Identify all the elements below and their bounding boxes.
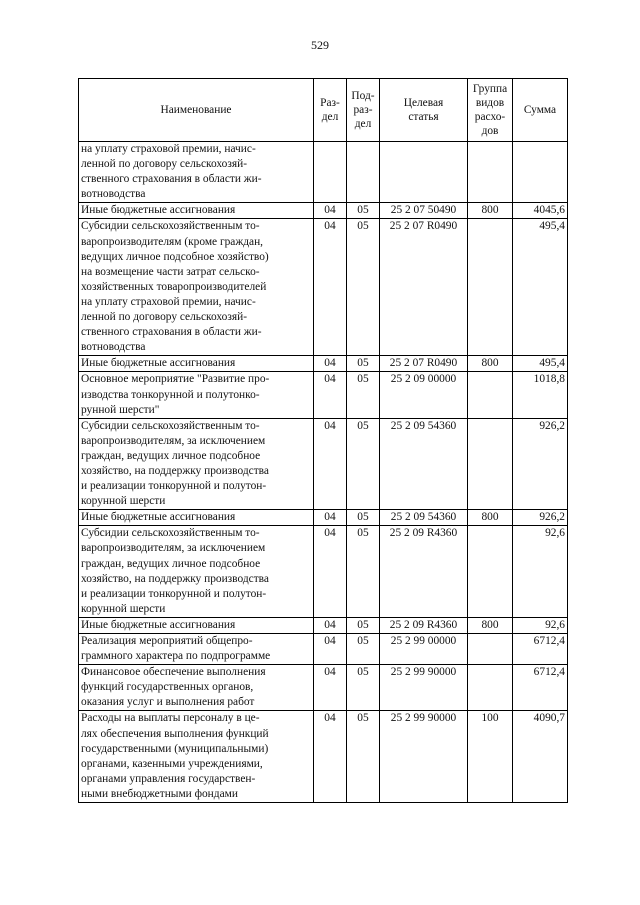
- cell-section: 04: [314, 665, 347, 711]
- cell-expense-group: 800: [468, 203, 513, 219]
- table-row: [79, 372, 568, 418]
- header-expense-group: Группа видов расхо- дов: [468, 79, 513, 142]
- cell-section: 04: [314, 711, 347, 803]
- table-row: [79, 526, 568, 618]
- cell-name: Иные бюджетные ассигнования: [79, 617, 314, 633]
- cell-section: 04: [314, 356, 347, 372]
- cell-name: Иные бюджетные ассигнования: [79, 510, 314, 526]
- cell-name: Субсидии сельскохозяйственным то- варопроизводителям, за исключением граждан, ведущих личное подсобное хозяйство, на поддержку производства и реализации тонкорунной и полутон- корунной шерсти: [79, 526, 314, 618]
- cell-amount: 495,4: [513, 356, 568, 372]
- table-row: [79, 418, 568, 510]
- cell-expense-group: 800: [468, 510, 513, 526]
- cell-expense-group: [468, 142, 513, 203]
- table-header-row: [79, 79, 568, 142]
- cell-target-article: 25 2 99 90000: [380, 711, 468, 803]
- cell-section: 04: [314, 634, 347, 665]
- cell-amount: 926,2: [513, 510, 568, 526]
- cell-amount: 92,6: [513, 526, 568, 618]
- table-row: [79, 634, 568, 665]
- cell-target-article: 25 2 07 R0490: [380, 219, 468, 356]
- cell-name: на уплату страховой премии, начис- ленной по договору сельскохозяй- ственного страхования в области жи- вотноводства: [79, 142, 314, 203]
- cell-expense-group: [468, 634, 513, 665]
- cell-target-article: 25 2 99 90000: [380, 665, 468, 711]
- header-amount: Сумма: [513, 79, 568, 142]
- cell-amount: 4045,6: [513, 203, 568, 219]
- cell-section: [314, 142, 347, 203]
- cell-amount: 6712,4: [513, 665, 568, 711]
- header-name: Наименование: [79, 79, 314, 142]
- cell-section: 04: [314, 418, 347, 510]
- cell-expense-group: 100: [468, 711, 513, 803]
- cell-expense-group: [468, 418, 513, 510]
- page-number: 529: [311, 38, 329, 52]
- cell-name: Субсидии сельскохозяйственным то- варопроизводителям (кроме граждан, ведущих личное подсобное хозяйство) на возмещение части затрат сельско- хозяйственных товаропроизводителей на уплату страховой премии, начис- ленной по договору сельскохозяй- ственного страхования в области жи- вотноводства: [79, 219, 314, 356]
- budget-table: [78, 78, 568, 803]
- cell-target-article: 25 2 09 54360: [380, 418, 468, 510]
- cell-section: 04: [314, 526, 347, 618]
- cell-subsection: 05: [347, 372, 380, 418]
- table-row: [79, 142, 568, 203]
- header-subsection: Под- раз- дел: [347, 79, 380, 142]
- cell-expense-group: [468, 372, 513, 418]
- header-section: Раз- дел: [314, 79, 347, 142]
- cell-target-article: 25 2 09 R4360: [380, 617, 468, 633]
- table-row: [79, 203, 568, 219]
- cell-target-article: [380, 142, 468, 203]
- cell-target-article: 25 2 07 50490: [380, 203, 468, 219]
- cell-subsection: 05: [347, 665, 380, 711]
- table-row: [79, 665, 568, 711]
- cell-subsection: 05: [347, 617, 380, 633]
- cell-section: 04: [314, 219, 347, 356]
- cell-target-article: 25 2 07 R0490: [380, 356, 468, 372]
- cell-subsection: 05: [347, 634, 380, 665]
- cell-expense-group: 800: [468, 356, 513, 372]
- cell-expense-group: [468, 526, 513, 618]
- cell-target-article: 25 2 09 54360: [380, 510, 468, 526]
- table-row: [79, 711, 568, 803]
- table-body: [79, 142, 568, 803]
- cell-name: Субсидии сельскохозяйственным то- варопроизводителям, за исключением граждан, ведущих личное подсобное хозяйство, на поддержку производства и реализации тонкорунной и полутон- корунной шерсти: [79, 418, 314, 510]
- cell-subsection: 05: [347, 356, 380, 372]
- cell-section: 04: [314, 203, 347, 219]
- table-row: [79, 510, 568, 526]
- cell-name: Основное мероприятие "Развитие про- изводства тонкорунной и полутонко- рунной шерсти": [79, 372, 314, 418]
- cell-target-article: 25 2 09 R4360: [380, 526, 468, 618]
- cell-amount: 495,4: [513, 219, 568, 356]
- table-row: [79, 219, 568, 356]
- cell-expense-group: [468, 219, 513, 356]
- cell-amount: 926,2: [513, 418, 568, 510]
- cell-section: 04: [314, 372, 347, 418]
- cell-name: Иные бюджетные ассигнования: [79, 356, 314, 372]
- header-target-article: Целевая статья: [380, 79, 468, 142]
- cell-section: 04: [314, 510, 347, 526]
- cell-amount: 92,6: [513, 617, 568, 633]
- cell-subsection: 05: [347, 711, 380, 803]
- cell-amount: 6712,4: [513, 634, 568, 665]
- cell-expense-group: 800: [468, 617, 513, 633]
- cell-subsection: 05: [347, 510, 380, 526]
- cell-subsection: 05: [347, 418, 380, 510]
- cell-expense-group: [468, 665, 513, 711]
- cell-subsection: [347, 142, 380, 203]
- cell-name: Иные бюджетные ассигнования: [79, 203, 314, 219]
- cell-name: Расходы на выплаты персоналу в це- лях обеспечения выполнения функций государственными (муниципальными) органами, казенными учреждениями, органами управления государствен- ными внебюджетными фондами: [79, 711, 314, 803]
- cell-subsection: 05: [347, 526, 380, 618]
- cell-name: Реализация мероприятий общепро- граммного характера по подпрограмме: [79, 634, 314, 665]
- cell-target-article: 25 2 09 00000: [380, 372, 468, 418]
- cell-name: Финансовое обеспечение выполнения функций государственных органов, оказания услуг и выполнения работ: [79, 665, 314, 711]
- cell-amount: 1018,8: [513, 372, 568, 418]
- cell-amount: 4090,7: [513, 711, 568, 803]
- table-row: [79, 356, 568, 372]
- cell-section: 04: [314, 617, 347, 633]
- cell-target-article: 25 2 99 00000: [380, 634, 468, 665]
- cell-subsection: 05: [347, 203, 380, 219]
- cell-amount: [513, 142, 568, 203]
- cell-subsection: 05: [347, 219, 380, 356]
- table-row: [79, 617, 568, 633]
